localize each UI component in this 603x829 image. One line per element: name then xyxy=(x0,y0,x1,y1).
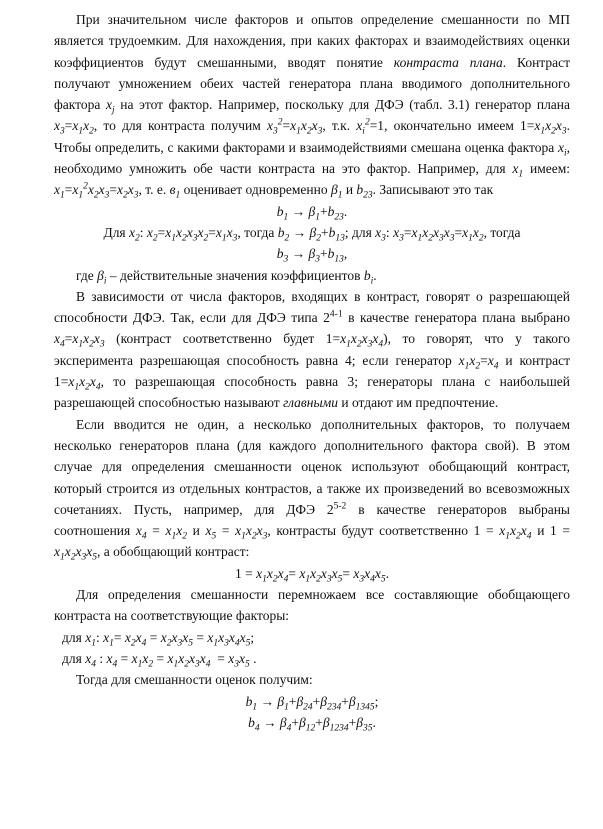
paragraph-generalized-contrast: Если вводится не один, а несколько дополнительных факторов, то получаем несколько генераторов плана (для каждого дополнительного фактора свой). В этом случае для определения смешанности оценок используют обобщающий контраст, который строится из отдельных контрастов, а также их произведений во всевозможных сочетаниях. Пусть, например, для ДФЭ 2$^{5-2}$ в качестве генераторов выбраны соотношения $x_4 = x_1x_2$ и $x_5 = x_1x_2x_3$, контрасты будут соответственно $1 = x_1x_2x_4$ и $1 = x_1x_2x_3x_5$, а обобщающий контраст: xyxy=(54,416,571,564)
paragraph-where-beta: где $\beta_i$ – действительные значения коэффициентов $b_i$. xyxy=(76,267,377,287)
formula-x1: для $x_1$: $x_1= x_2x_4 = x_2x_3x_5 = x_1x_3x_4x_5$; xyxy=(62,629,255,649)
paragraph-resolution: В зависимости от числа факторов, входящих в контраст, говорят о разрешающей способности ДФЭ. Так, если для ДФЭ типа 2$^{4-1}$ в качестве генератора плана выбрано $x_4=x_1x_2x_3$ (контраст соответственно будет $1=x_1x_2x_3x_4$), то говорят, что у такого эксперимента разрешающая способность равна 4; если генератор $x_1x_2=x_4$ и контраст $1=x_1x_2x_4$, то разрешающая способность равна 3; генераторы плана с наибольшей разрешающей способностью называют главными и отдают им предпочтение. xyxy=(54,288,571,411)
paragraph-then: Тогда для смешанности оценок получим: xyxy=(76,672,313,688)
paragraph-contrast-definition: При значительном числе факторов и опытов определение смешанности по МП является трудоемким. Для нахождения, при каких факторах и взаимодействиях оценки коэффициентов будут смешанными, вводят понятие контраста плана. Контраст получают умножением обеих частей генератора плана вводимого дополнительного фактора $x_j$ на этот фактор. Например, поскольку для ДФЭ (табл. 3.1) генератор плана $x_3=x_1x_2$, то для контраста получим $x_3^2=x_1x_2x_3$, т.к. $x_i^2=1$, окончательно имеем $1=x_1x_2x_3$. Чтобы определить, с какими факторами и взаимодействиями смешана оценка фактора $x_i$, необходимо умножить обе части контраста на это фактор. Например, для $x_1$ имеем: $x_1=x_1^2x_2x_3=x_2x_3$, т. е. $в_1$ оценивает одновременно $\beta_1$ и $b_{23}$. Записывают это так xyxy=(54,12,571,202)
formula-b4-mix: $b_4 \to \beta_4+\beta_{12}+\beta_{1234}+\beta_{35}$. xyxy=(248,714,376,734)
formula-generalized-contrast: $1 = x_1x_2x_4= x_1x_2x_3x_5= x_3x_4x_5$. xyxy=(235,565,389,585)
formula-x4: для $x_4$ : $x_4 = x_1x_2 = x_1x_2x_3x_4 = x_3x_5$ . xyxy=(62,650,257,670)
paragraph-multiply: Для определения смешанности перемножаем все составляющие обобщающего контраста на соответствующие факторы: xyxy=(54,587,570,624)
formula-b3: $b_3 \to \beta_3+b_{13}$, xyxy=(276,246,348,265)
formula-b1-mix: $b_1 \to \beta_1+\beta_{24}+\beta_{234}+\beta_{1345}$; xyxy=(245,693,379,713)
formula-b1: $b_1 \to \beta_1+b_{23}$. xyxy=(276,203,348,223)
paragraph-x2-x3: Для $x_2$: $x_2=x_1x_2x_3x_2=x_1x_3$, тогда $b_2 \to \beta_2+b_{13}$; для $x_3$: $x_3=x_1x_2x_3x_3=x_1x_2$, тогда xyxy=(103,224,521,244)
